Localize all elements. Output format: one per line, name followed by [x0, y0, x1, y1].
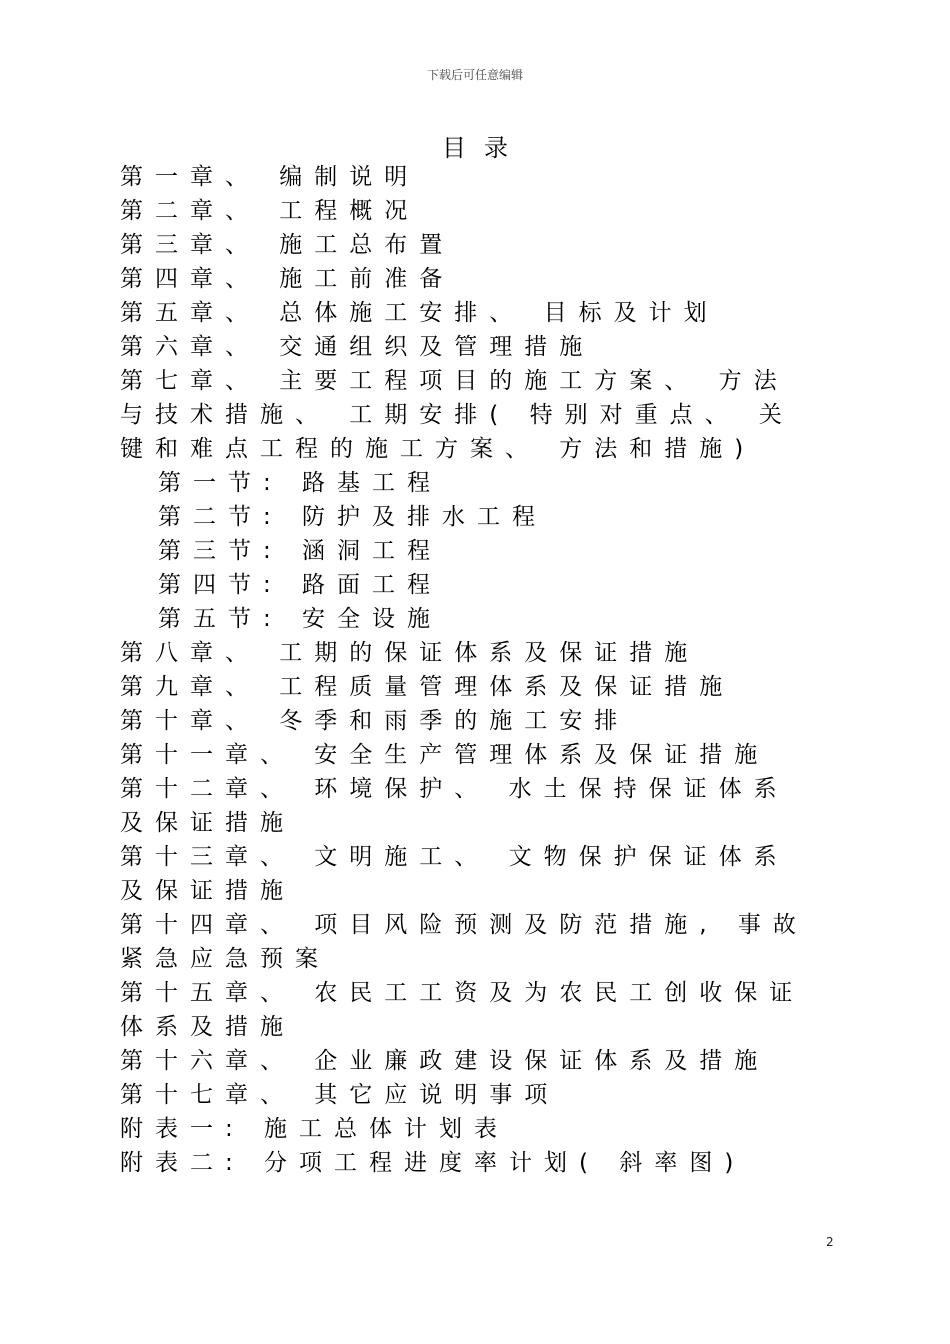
toc-chapter-entry: 第十二章、 环境保护、 水土保持保证体系及保证措施	[120, 776, 789, 836]
page-header: 下载后可任意编辑	[426, 68, 523, 82]
toc-chapter-entry: 第五章、 总体施工安排、 目标及计划	[120, 300, 719, 326]
toc-chapter-entry: 第七章、 主要工程项目的施工方案、 方法与技术措施、 工期安排( 特别对重点、 关键和难点工程的施工方案、 方法和措施)	[120, 368, 794, 462]
toc-chapter-entry: 第八章、 工期的保证体系及保证措施	[120, 640, 700, 666]
toc-section-entry: 第一节: 路基工程	[158, 470, 443, 496]
toc-section-entry: 第二节: 防护及排水工程	[158, 504, 548, 530]
toc-section-entry: 第四节: 路面工程	[158, 572, 443, 598]
toc-chapter-entry: 第三章、 施工总布置	[120, 232, 455, 258]
toc-chapter-entry: 第十六章、 企业廉政建设保证体系及措施	[120, 1048, 770, 1074]
toc-section-entry: 第五节: 安全设施	[158, 606, 443, 632]
toc-chapter-entry: 第十章、 冬季和雨季的施工安排	[120, 708, 630, 734]
toc-chapter-entry: 附表二: 分项工程进度率计划( 斜率图)	[120, 1150, 746, 1176]
toc-chapter-entry: 第四章、 施工前准备	[120, 266, 455, 292]
page-number: 2	[826, 1235, 834, 1249]
toc-section-entry: 第三节: 涵洞工程	[158, 538, 443, 564]
toc-chapter-entry: 第十七章、 其它应说明事项	[120, 1082, 560, 1108]
toc-chapter-entry: 第一章、 编制说明	[120, 164, 420, 190]
toc-chapter-entry: 第十一章、 安全生产管理体系及保证措施	[120, 742, 770, 768]
table-of-contents	[120, 160, 816, 1180]
toc-chapter-entry: 第九章、 工程质量管理体系及保证措施	[120, 674, 735, 700]
toc-chapter-entry: 附表一: 施工总体计划表	[120, 1116, 510, 1142]
toc-chapter-entry: 第二章、 工程概况	[120, 198, 420, 224]
toc-chapter-entry: 第十三章、 文明施工、 文物保护保证体系及保证措施	[120, 844, 789, 904]
toc-chapter-entry: 第十四章、 项目风险预测及防范措施, 事故紧急应急预案	[120, 912, 808, 972]
toc-chapter-entry: 第六章、 交通组织及管理措施	[120, 334, 595, 360]
toc-title: 目录	[442, 134, 526, 162]
toc-chapter-entry: 第十五章、 农民工工资及为农民工创收保证体系及措施	[120, 980, 805, 1040]
